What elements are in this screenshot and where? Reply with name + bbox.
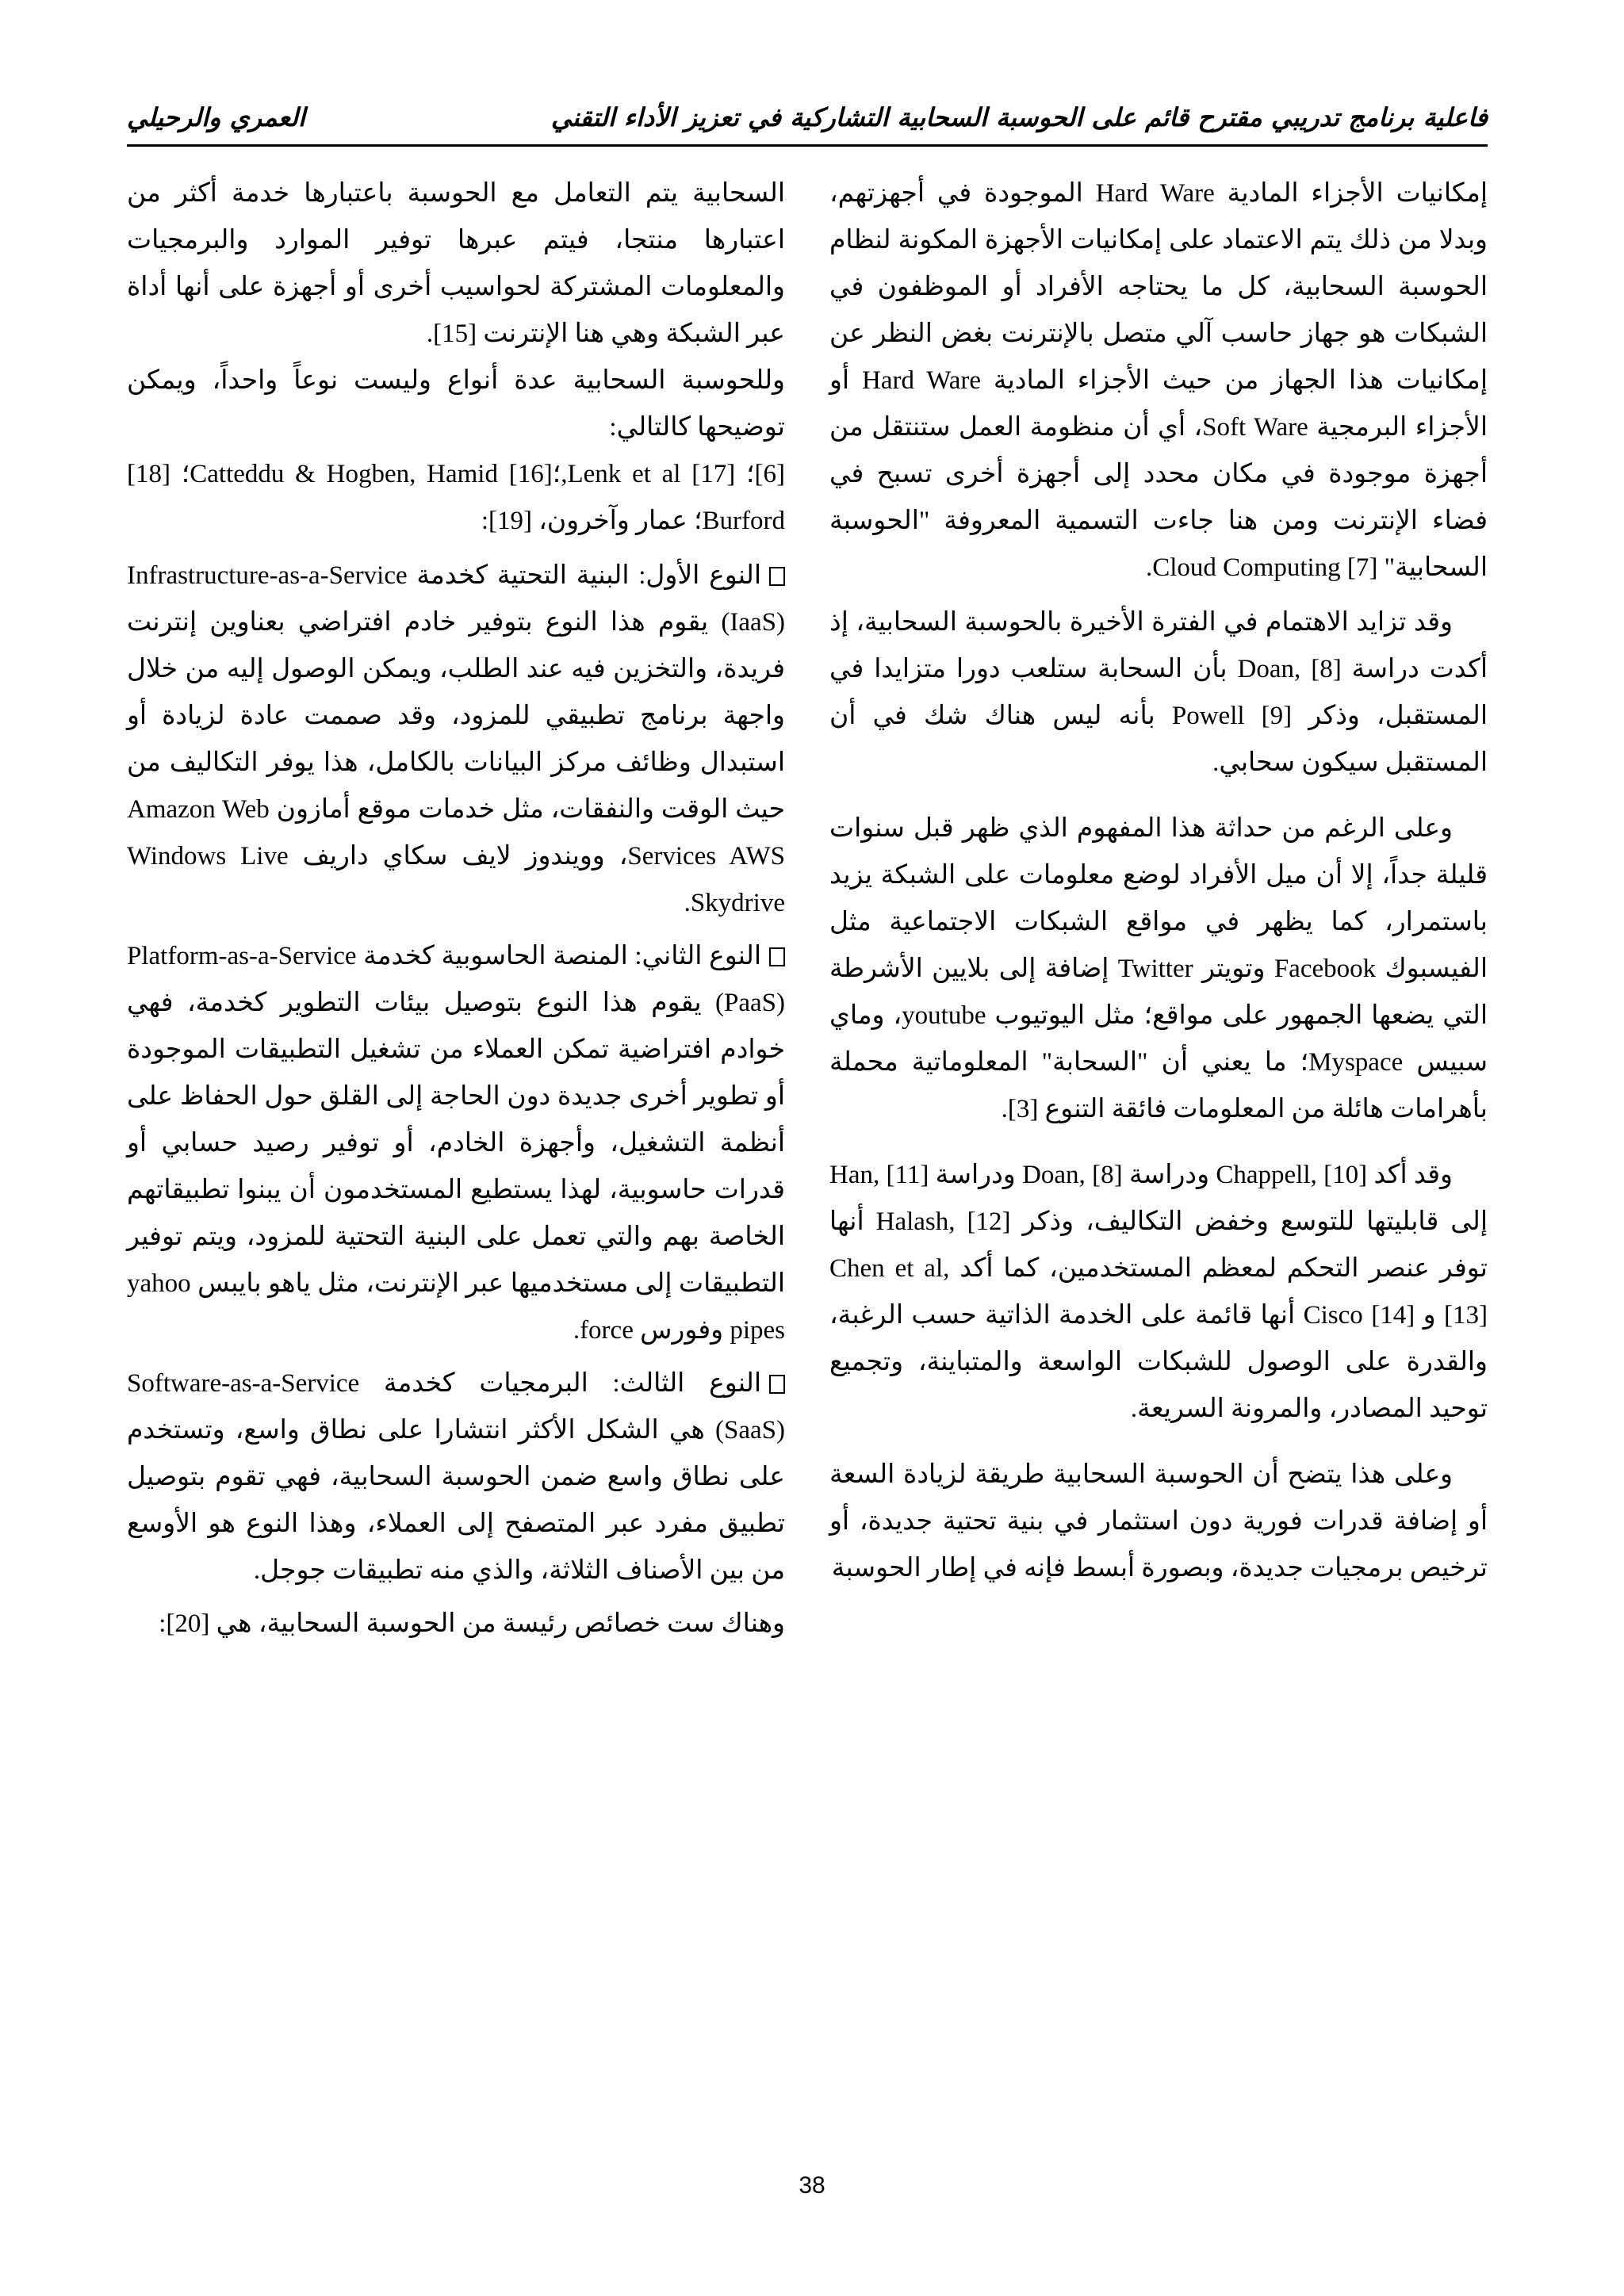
paragraph: وعلى هذا يتضح أن الحوسبة السحابية طريقة لزيادة السعة أو إضافة قدرات فورية دون استثمار في بنية تحتية جديدة، أو ترخيص برمجيات جديدة، وبصورة أبسط فإنه في إطار الحوسبة <box>829 1460 1488 1582</box>
checkbox-bullet-icon <box>769 567 785 586</box>
list-item <box>127 553 785 927</box>
citation-list: [6]؛ [17] Lenk et al,؛[16] Catteddu & Hogben, Hamid؛ [18] Burford؛ عمار وآخرون، [19]: <box>127 460 786 535</box>
paragraph: وقد تزايد الاهتمام في الفترة الأخيرة بالحوسبة السحابية، إذ أكدت دراسة Doan, [8] بأن السحابة ستلعب دورا متزايدا في المستقبل، وذكر Powell [9] بأنه ليس هناك شك في أن المستقبل سيكون سحابي. <box>829 608 1488 777</box>
checkbox-bullet-icon <box>769 947 785 966</box>
running-title: فاعلية برنامج تدريبي مقترح قائم على الحوسبة السحابية التشاركية في تعزيز الأداء التقني <box>550 102 1488 132</box>
checkbox-bullet-icon <box>769 1375 785 1394</box>
paragraph: وقد أكد Chappell, [10] ودراسة Doan, [8] ودراسة Han, [11] إلى قابليتها للتوسع وخفض التكاليف، وذكر Halash, [12] أنها توفر عنصر التحكم لمعظم المستخدمين، كما أكد Chen et al, [13] و Cisco [14] أنها قائمة على الخدمة الذاتية حسب الرغبة، والقدرة على الوصول للشبكات الواسعة والمتباينة، وتجميع توحيد المصادر، والمرونة السريعة. <box>829 1161 1488 1423</box>
running-authors: العمري والرحيلي <box>127 102 305 132</box>
paragraph: وهناك ست خصائص رئيسة من الحوسبة السحابية، هي [20]: <box>159 1609 785 1638</box>
list-item <box>127 933 785 1354</box>
list-item-text: النوع الثالث: البرمجيات كخدمة Software-as-a-Service (SaaS) هي الشكل الأكثر انتشارا على نطاق واسع، وتستخدم على نطاق واسع ضمن الحوسبة السحابية، فهي تقوم بتوصيل تطبيق مفرد عبر المتصفح إلى العملاء، وهذا النوع هو الأوسع من بين الأصناف الثلاثة، والذي منه تطبيقات جوجل. <box>127 1369 785 1585</box>
list-item <box>127 1360 785 1594</box>
list-item-text: النوع الثاني: المنصة الحاسوبية كخدمة Platform-as-a-Service (PaaS) يقوم هذا النوع بتوصيل بيئات التطوير كخدمة، فهي خوادم افتراضية تمكن العملاء من تشغيل التطبيقات الموجودة أو تطوير أخرى جديدة دون الحاجة إلى القلق حول الحفاظ على أنظمة التشغيل، وأجهزة الخادم، أو توفير رصيد حسابي أو قدرات حاسوبية، لهذا يستطيع المستخدمون أن يبنوا تطبيقاتهم الخاصة بهم والتي تعمل على البنية التحتية للمزود، ويتم توفير التطبيقات إلى مستخدميها عبر الإنترنت، مثل ياهو بايبس yahoo pipes وفورس force. <box>127 942 785 1345</box>
paragraph: السحابية يتم التعامل مع الحوسبة باعتبارها خدمة أكثر من اعتبارها منتجا، فيتم عبرها توفير الموارد والبرمجيات والمعلومات المشتركة لحواسيب أخرى أو أجهزة على أنها أداة عبر الشبكة وهي هنا الإنترنت [15]. <box>127 179 785 348</box>
left-column <box>127 170 785 1655</box>
running-header <box>127 97 1488 138</box>
page-number: 38 <box>799 2172 825 2198</box>
header-divider <box>127 144 1488 147</box>
list-item-text: النوع الأول: البنية التحتية كخدمة Infrastructure-as-a-Service (IaaS) يقوم هذا النوع بتوفير خادم افتراضي بعناوين إنترنت فريدة، والتخزين فيه عند الطلب، ويمكن الوصول إليه من خلال واجهة برنامج تطبيقي للمزود، وقد صممت عادة لزيادة أو استبدال وظائف مركز البيانات بالكامل، هذا يوفر التكاليف من حيث الوقت والنفقات، مثل خدمات موقع أمازون Amazon Web Services AWS، وويندوز لايف سكاي داريف Windows Live Skydrive. <box>127 561 785 917</box>
paragraph: إمكانيات الأجزاء المادية Hard Ware الموجودة في أجهزتهم، وبدلا من ذلك يتم الاعتماد على إمكانيات الأجهزة المكونة لنظام الحوسبة السحابية، كل ما يحتاجه الأفراد أو الموظفون في الشبكات هو جهاز حاسب آلي متصل بالإنترنت بغض النظر عن إمكانيات هذا الجهاز من حيث الأجزاء المادية Hard Ware أو الأجزاء البرمجية Soft Ware، أي أن منظومة العمل ستنتقل من أجهزة موجودة في مكان محدد إلى أجهزة أخرى تسبح في فضاء الإنترنت ومن هنا جاءت التسمية المعروفة "الحوسبة السحابية" Cloud Computing [7]. <box>829 179 1488 582</box>
paragraph: وللحوسبة السحابية عدة أنواع وليست نوعاً واحداً، ويمكن توضيحها كالتالي: <box>127 366 785 442</box>
right-column <box>829 170 1488 1611</box>
paragraph: وعلى الرغم من حداثة هذا المفهوم الذي ظهر قبل سنوات قليلة جداً، إلا أن ميل الأفراد لوضع معلومات على الشبكة يزيد باستمرار، كما يظهر في مواقع الشبكات الاجتماعية مثل الفيسبوك Facebook وتويتر Twitter إضافة إلى بلايين الأشرطة التي يضعها الجمهور على مواقع؛ مثل اليوتيوب youtube، وماي سبيس Myspace؛ ما يعني أن "السحابة" المعلوماتية محملة بأهرامات هائلة من المعلومات فائقة التنوع [3]. <box>829 814 1488 1123</box>
